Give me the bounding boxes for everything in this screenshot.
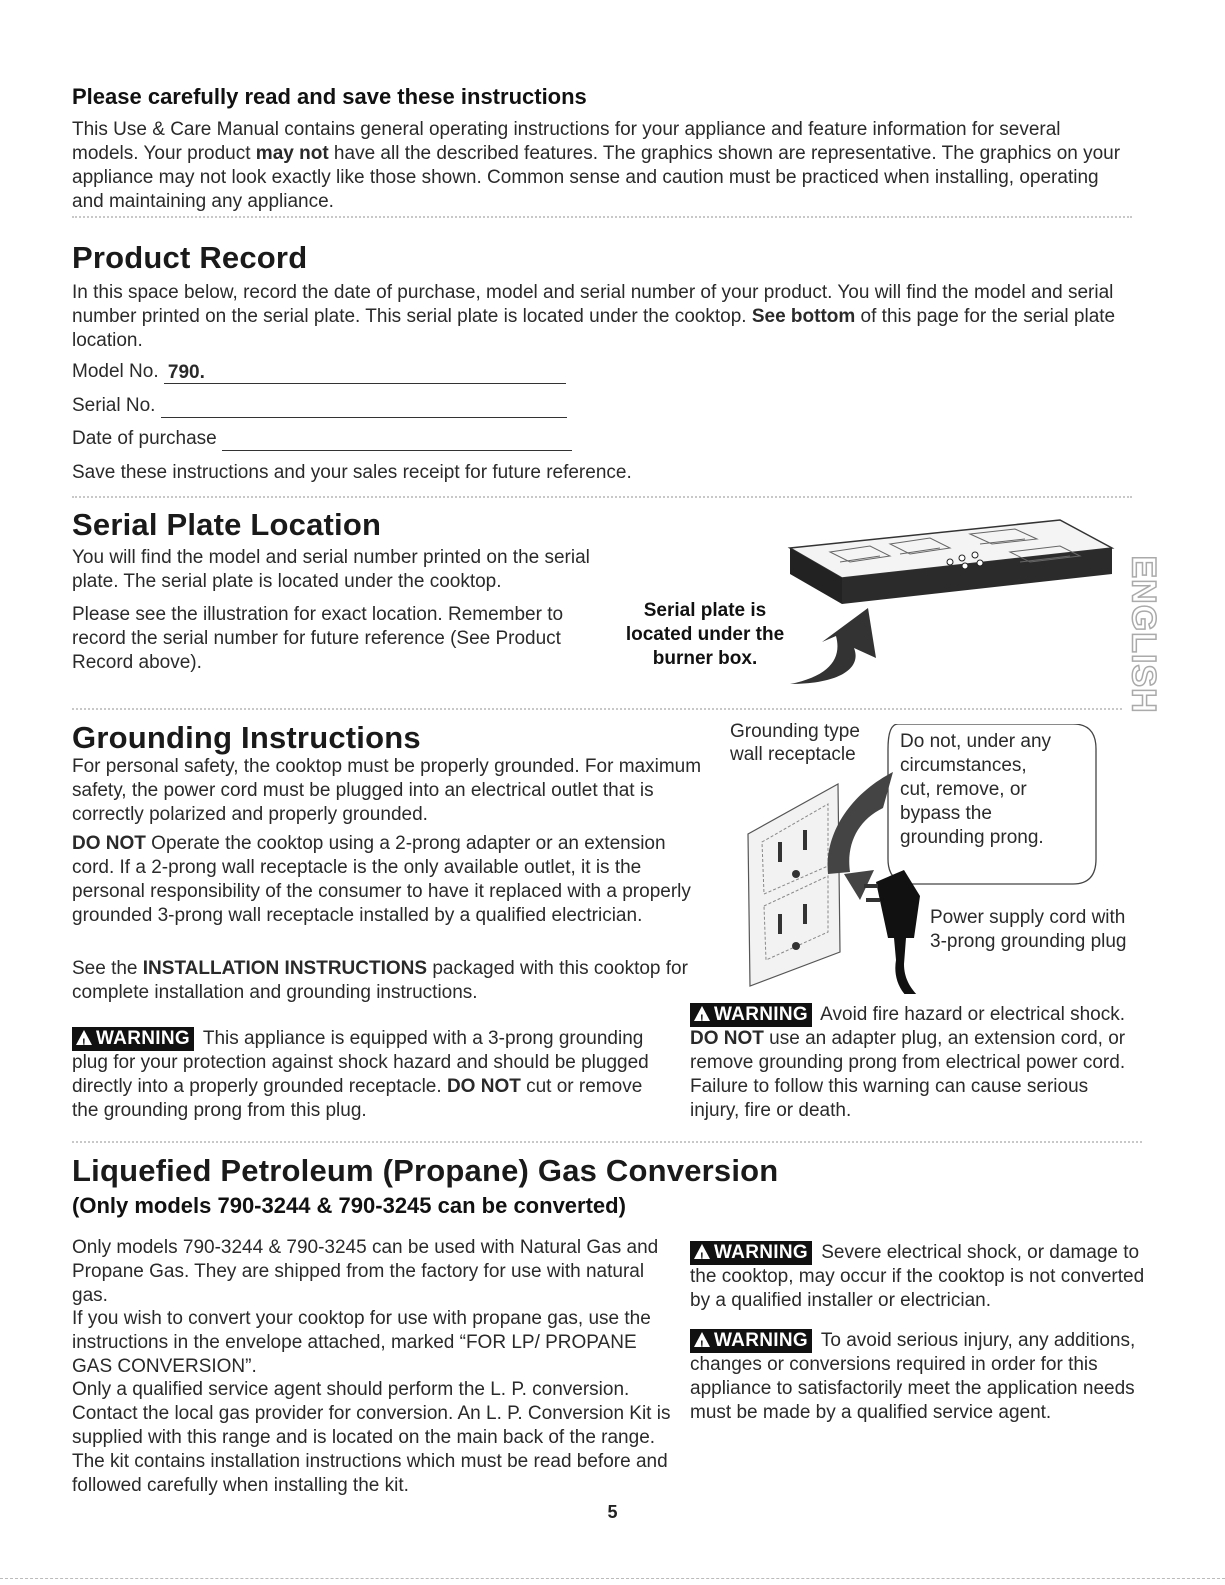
serial-plate-callout: Serial plate is located under the burner box. [625, 600, 785, 669]
receptacle-label: Grounding type wall receptacle [730, 721, 860, 765]
lp-paragraph-1: Only models 790-3244 & 790-3245 can be used with Natural Gas and Propane Gas. They are shipped from the factory for use with natural gas. [72, 1237, 659, 1306]
warning-triangle-icon [694, 1244, 710, 1259]
lp-subheading: (Only models 790-3244 & 790-3245 can be converted) [72, 1193, 626, 1218]
model-number-line: 790. [164, 361, 566, 384]
intro-paragraph: This Use & Care Manual contains general operating instructions for your appliance and feature information for several models. Your product may not have all the described features. The graphics shown are representative. The graphics on your appliance may not look exactly like those shown. Common sense and caution must be practiced when installing, operating and maintaining any appliance. [72, 119, 1121, 212]
intro-heading: Please carefully read and save these instructions [72, 84, 587, 109]
grounding-warning-1: !WARNING This appliance is equipped with a 3-prong grounding plug for your protection against shock hazard and should be plugged directly into a properly grounded receptacle. DO NOT cut or remove the grounding prong from this plug. [72, 1027, 672, 1123]
lp-paragraph-2: If you wish to convert your cooktop for use with propane gas, use the instructions in the envelope attached, marked “FOR LP/ PROPANE GAS CONVERSION”. [72, 1308, 651, 1377]
divider [72, 216, 1132, 218]
serial-plate-heading: Serial Plate Location [72, 507, 382, 542]
grounding-heading: Grounding Instructions [72, 720, 421, 755]
save-note: Save these instructions and your sales receipt for future reference. [72, 462, 632, 483]
lp-heading: Liquefied Petroleum (Propane) Gas Conversion [72, 1153, 779, 1188]
warning-triangle-icon [694, 1006, 710, 1021]
grounding-warning-2: !WARNING Avoid fire hazard or electrical shock. DO NOT use an adapter plug, an extension cord, or remove grounding prong from electrical power cord. Failure to follow this warning can cause serious injury, fire or death. [690, 1003, 1140, 1123]
date-of-purchase-line [222, 428, 572, 451]
product-record-heading: Product Record [72, 240, 308, 275]
language-side-tab [1124, 555, 1163, 714]
warning-triangle-icon [694, 1332, 710, 1347]
page-bottom-border [0, 1578, 1225, 1579]
serial-plate-paragraph-1: You will find the model and serial number printed on the serial plate. The serial plate is located under the cooktop. [72, 547, 590, 592]
warning-badge: !WARNING [690, 1241, 812, 1265]
warning-triangle-icon [76, 1030, 92, 1045]
grounding-bubble-text: Do not, under any circumstances, cut, remove, or bypass the grounding prong. [900, 731, 1052, 848]
lp-warning-1: !WARNING Severe electrical shock, or damage to the cooktop, may occur if the cooktop is not converted by a qualified installer or electrician. [690, 1241, 1145, 1313]
date-of-purchase-field: Date of purchase [72, 427, 592, 451]
grounding-paragraph-2: DO NOT Operate the cooktop using a 2-prong adapter or an extension cord. If a 2-prong wall receptacle is the only available outlet, it is the personal responsibility of the consumer to have it replaced with a properly grounded 3-prong wall receptacle installed by a qualified electrician. [72, 833, 691, 926]
serial-number-line [161, 395, 567, 418]
warning-badge: !WARNING [72, 1027, 194, 1051]
power-cord-label: Power supply cord with 3-prong grounding plug [930, 907, 1127, 952]
serial-number-field: Serial No. [72, 394, 592, 418]
grounding-paragraph-3: See the INSTALLATION INSTRUCTIONS packaged with this cooktop for complete installation and grounding instructions. [72, 958, 688, 1003]
serial-plate-paragraph-2: Please see the illustration for exact location. Remember to record the serial number for future reference (See Product Record above). [72, 604, 564, 673]
product-record-paragraph: In this space below, record the date of purchase, model and serial number of your product. You will find the model and serial number printed on the serial plate. This serial plate is located under the cooktop. See bottom of this page for the serial plate location. [72, 282, 1116, 351]
model-number-field: Model No. 790. [72, 360, 592, 384]
cooktop-illustration [770, 508, 1120, 688]
warning-badge: !WARNING [690, 1003, 812, 1027]
page-number: 5 [607, 1502, 618, 1522]
lp-paragraph-3: Only a qualified service agent should perform the L. P. conversion. Contact the local gas provider for conversion. An L. P. Conversion Kit is supplied with this range and is located on the main back of the range. The kit contains installation instructions which must be read before and followed carefully when installing the kit. [72, 1379, 671, 1496]
lp-warning-2: !WARNING To avoid serious injury, any additions, changes or conversions required in order for this appliance to satisfactorily meet the application needs must be made by a qualified service agent. [690, 1329, 1140, 1425]
grounding-paragraph-1: For personal safety, the cooktop must be properly grounded. For maximum safety, the power cord must be plugged into an electrical outlet that is correctly polarized and properly grounded. [72, 756, 702, 825]
divider [72, 496, 1132, 498]
language-label: ENGLISH [1124, 555, 1163, 714]
divider [72, 708, 1122, 710]
divider [72, 1141, 1142, 1143]
warning-badge: !WARNING [690, 1329, 812, 1353]
